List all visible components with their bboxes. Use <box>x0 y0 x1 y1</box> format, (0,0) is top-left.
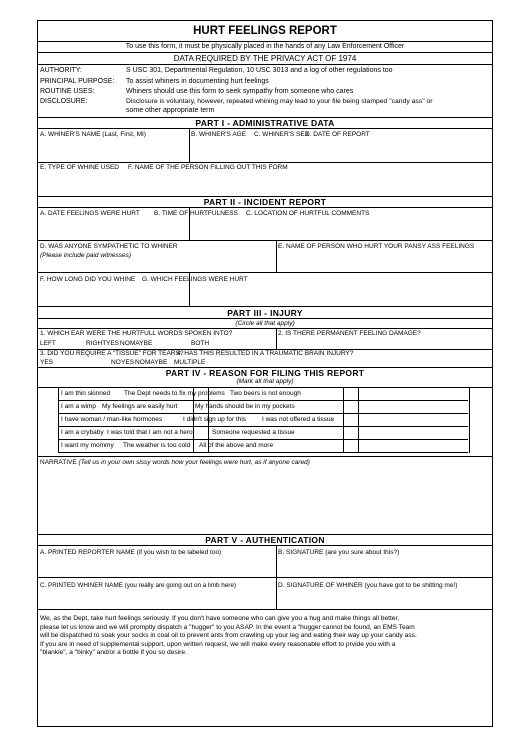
divider <box>38 207 492 208</box>
option-yes[interactable]: YES <box>121 359 135 366</box>
reason-option[interactable]: The weather is too cold <box>123 442 191 449</box>
question-which-ear: 1. WHICH EAR WERE THE HURTFULL WORDS SPOKEN INTO? <box>40 330 233 337</box>
divider <box>38 456 492 457</box>
part1-heading: PART I - ADMINISTRATIVE DATA <box>195 118 335 128</box>
divider <box>58 387 59 453</box>
divider <box>38 41 492 42</box>
field-sympathetic[interactable]: D. WAS ANYONE SYMPATHETIC TO WHINER <box>40 243 178 250</box>
reason-option[interactable]: I am a wimp <box>61 403 97 410</box>
option-yes[interactable]: YES <box>106 340 120 347</box>
divider <box>38 162 492 163</box>
privacy-label-purpose: PRINCIPAL PURPOSE: <box>40 78 115 85</box>
field-type-of-whine[interactable]: E. TYPE OF WHINE USED <box>40 164 119 171</box>
divider <box>358 387 359 453</box>
privacy-label-disclosure: DISCLOSURE: <box>40 98 88 105</box>
divider <box>38 128 492 129</box>
reason-option[interactable]: My feelings are easily hurt <box>102 403 178 410</box>
option-left[interactable]: LEFT <box>40 340 56 347</box>
field-person-who-hurt[interactable]: E. NAME OF PERSON WHO HURT YOUR PANSY ASS FEELINGS <box>278 243 475 250</box>
field-how-long-whine[interactable]: F. HOW LONG DID YOU WHINE <box>40 276 136 283</box>
field-date-hurt[interactable]: A. DATE FEELINGS WERE HURT <box>40 210 140 217</box>
field-whiner-signature[interactable]: D. SIGNATURE OF WHINER (you have got to be shitting me!) <box>278 582 458 589</box>
part4-heading: PART IV - REASON FOR FILING THIS REPORT <box>165 368 365 378</box>
privacy-text-purpose: To assist whiners in documenting hurt feelings <box>126 78 269 85</box>
divider <box>38 306 492 307</box>
footer-text <box>40 615 492 658</box>
option-no[interactable]: NO <box>111 359 121 366</box>
intro-text: To use this form, it must be physically placed in the hands of any Law Enforcement Officer <box>125 43 405 50</box>
reason-option[interactable]: My hands should be in my pockets <box>195 403 295 410</box>
reason-option[interactable]: I have woman / man-like hormones <box>61 416 163 423</box>
field-date-of-report[interactable]: D. DATE OF REPORT <box>305 131 370 138</box>
divider <box>189 128 190 162</box>
part5-heading: PART V - AUTHENTICATION <box>205 535 325 545</box>
option-multiple[interactable]: MULTIPLE <box>174 359 206 366</box>
field-sympathetic-note: (Please include paid witnesses) <box>40 252 132 259</box>
part4-note: (Mark all that apply) <box>236 378 294 385</box>
reason-option[interactable]: I was not offered a tissue <box>262 416 335 423</box>
option-maybe[interactable]: MAYBE <box>130 340 153 347</box>
field-whiner-sex[interactable]: C. WHINER'S SEX <box>254 131 310 138</box>
divider <box>38 387 492 388</box>
narrative-field[interactable] <box>40 459 310 467</box>
divider <box>38 272 492 273</box>
reason-option[interactable]: All of the above and more <box>199 442 274 449</box>
footer-line: "blankie", a "binky" and/or a bottle if you so desire. <box>40 649 187 657</box>
divider <box>38 545 492 546</box>
footer-line: please let us know and we will promptly dispatch a "hugger" to you ASAP. In the event a "hugger cannot be found, an EMS Team <box>40 623 415 631</box>
option-both[interactable]: BOTH <box>191 340 210 347</box>
divider <box>58 400 468 401</box>
reason-option[interactable]: I am thin skinned <box>61 390 111 397</box>
option-right[interactable]: RIGHT <box>86 340 107 347</box>
reason-option[interactable]: Two beers is not enough <box>230 390 301 397</box>
part2-heading: PART II - INCIDENT REPORT <box>203 197 327 207</box>
privacy-label-authority: AUTHORITY: <box>40 67 83 74</box>
field-printed-whiner-name[interactable]: C. PRINTED WHINER NAME (you really are going out on a limb here) <box>40 582 236 589</box>
reason-option[interactable]: I didn't sign up for this <box>183 416 247 423</box>
divider <box>38 52 492 53</box>
form-title: HURT FEELINGS REPORT <box>193 25 337 37</box>
field-location[interactable]: C. LOCATION OF HURTFUL COMMENTS <box>246 210 370 217</box>
part3-heading: PART III - INJURY <box>227 308 303 318</box>
privacy-label-uses: ROUTINE USES: <box>40 88 95 95</box>
option-yes[interactable]: YES <box>40 359 54 366</box>
field-printed-reporter-name[interactable]: A. PRINTED REPORTER NAME (if you wish to be labeled too) <box>40 549 222 556</box>
divider <box>276 240 277 272</box>
field-form-filler-name[interactable]: F. NAME OF THE PERSON FILLING OUT THIS FORM <box>128 164 288 171</box>
privacy-text-disclosure: Disclosure is voluntary, however, repeated whining may lead to your file being stamped "candy ass" or <box>126 98 433 105</box>
divider <box>58 452 468 453</box>
question-tissue: 3. DID YOU REQUIRE A "TISSUE" FOR TEARS? <box>40 350 184 357</box>
field-whiner-name[interactable]: A. WHINER'S NAME (Last, First, MI) <box>40 131 146 138</box>
divider <box>38 577 492 578</box>
divider <box>38 64 492 65</box>
question-permanent-damage: 2. IS THERE PERMANENT FEELING DAMAGE? <box>278 330 421 337</box>
field-time-of-hurtfulness[interactable]: B. TIME OF HURTFULNESS <box>154 210 238 217</box>
footer-line: We, as the Dept, take hurt feelings seriously. If you don't have someone who can give you a hug and make things all better, <box>40 615 400 622</box>
reason-option[interactable]: I want my mommy <box>61 442 114 449</box>
privacy-heading: DATA REQUIRED BY THE PRIVACY ACT OF 1974 <box>173 54 357 63</box>
divider <box>343 387 344 453</box>
divider <box>38 609 492 610</box>
reason-option[interactable]: I was told that I am not a hero <box>107 429 193 436</box>
reason-option[interactable]: The Dept needs to fix my problems <box>124 390 225 397</box>
divider <box>38 318 492 319</box>
privacy-text-authority: S USC 301, Departmental Regulation, 10 USC 3013 and a log of other regulations too <box>126 67 393 74</box>
hurt-feelings-form <box>37 20 493 727</box>
option-maybe[interactable]: MAYBE <box>145 359 168 366</box>
footer-line: will be dispatched to soak your socks in coal oil to prevent ants from crawling up your leg and eating their way up your candy ass. <box>40 632 417 640</box>
option-no[interactable]: NO <box>120 340 130 347</box>
divider <box>38 240 492 241</box>
field-whiner-age[interactable]: B. WHINER'S AGE <box>191 131 247 138</box>
part3-note: (Circle all that apply) <box>235 320 295 327</box>
option-no[interactable]: NO <box>135 359 145 366</box>
divider <box>469 387 470 453</box>
narrative-note: (Tell us in your own sissy words how your feelings were hurt, as if anyone cared) <box>78 459 310 466</box>
divider <box>58 413 468 414</box>
divider <box>58 426 468 427</box>
divider <box>38 328 492 329</box>
divider <box>58 439 468 440</box>
reason-option[interactable]: Someone requested a tissue <box>212 429 295 436</box>
narrative-label: NARRATIVE <box>40 459 77 466</box>
reason-option[interactable]: I am a crybaby <box>61 429 104 436</box>
divider <box>276 328 277 349</box>
field-signature[interactable]: B. SIGNATURE (are you sure about this?) <box>278 549 400 556</box>
footer-line: If you are in need of supplemental support, upon written request, we will make every reasonable effort to prvide you with a <box>40 640 396 648</box>
field-which-feelings[interactable]: G. WHICH FEELINGS WERE HURT <box>142 276 248 283</box>
question-brain-injury: 4. HAS THIS RESULTED IN A TRAUMATIC BRAIN INJURY? <box>177 350 354 357</box>
privacy-text-disclosure-2: some other appropriate term <box>126 107 215 114</box>
privacy-text-uses: Whiners should use this form to seek sympathy from someone who cares <box>126 88 354 95</box>
